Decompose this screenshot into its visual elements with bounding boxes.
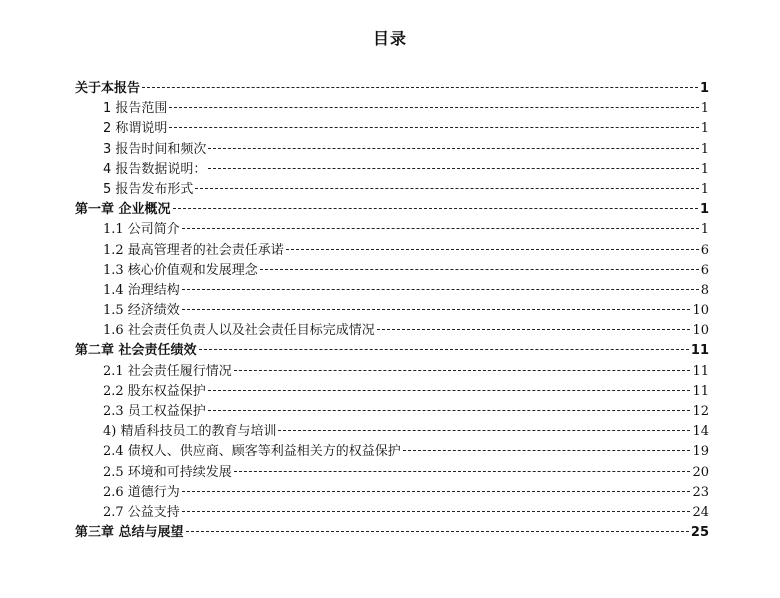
toc-page-number: 20 xyxy=(692,464,709,480)
toc-entry-scope[interactable] xyxy=(75,99,709,119)
toc-page-number: 1 xyxy=(700,181,709,197)
toc-entry-label: 1 报告范围 xyxy=(103,101,168,117)
toc-page-number: 1 xyxy=(700,121,709,137)
dot-leader xyxy=(199,349,689,350)
toc-entry-label: 1.2 最高管理者的社会责任承诺 xyxy=(103,242,284,258)
toc-page-number: 14 xyxy=(692,424,709,440)
toc-entry-chapter-1[interactable] xyxy=(75,200,709,220)
toc-entry-2-6[interactable] xyxy=(75,483,709,503)
toc-title: 目录 xyxy=(372,29,407,48)
toc-page-number: 1 xyxy=(700,101,709,117)
toc-page-number: 23 xyxy=(692,484,709,500)
toc-page-number: 6 xyxy=(700,262,709,278)
toc-entry-about-report[interactable] xyxy=(75,79,709,99)
dot-leader xyxy=(260,269,699,270)
toc-entry-label: 1.1 公司简介 xyxy=(103,222,180,238)
toc-entry-label: 3 报告时间和频次 xyxy=(103,141,207,157)
toc-entry-label: 2.3 员工权益保护 xyxy=(103,404,206,419)
toc-entry-2-7[interactable] xyxy=(75,503,709,523)
dot-leader xyxy=(169,107,698,108)
toc-page-number: 19 xyxy=(692,444,709,460)
toc-entry-2-5[interactable] xyxy=(75,463,709,483)
toc-entry-label: 1.5 经济绩效 xyxy=(103,303,180,319)
dot-leader xyxy=(208,148,698,149)
toc-page-number: 25 xyxy=(690,525,709,541)
toc-entry-label: 5 报告发布形式 xyxy=(103,181,194,197)
toc-page-number: 24 xyxy=(692,504,709,520)
toc-page-number: 1 xyxy=(699,202,709,218)
toc-entry-2-1[interactable] xyxy=(75,362,709,382)
dot-leader xyxy=(142,87,698,88)
toc-list xyxy=(75,79,709,543)
toc-entry-label: 2 称谓说明 xyxy=(103,121,168,137)
toc-entry-2-3[interactable] xyxy=(75,402,709,422)
dot-leader xyxy=(182,309,691,310)
toc-entry-label: 第一章 企业概况 xyxy=(75,202,171,218)
toc-entry-label: 2.6 道德行为 xyxy=(103,484,180,500)
toc-entry-1-2[interactable] xyxy=(75,241,709,261)
toc-entry-label: 关于本报告 xyxy=(75,81,141,96)
toc-entry-1-5[interactable] xyxy=(75,301,709,321)
toc-entry-period[interactable] xyxy=(75,140,709,160)
toc-entry-label: 1.4 治理结构 xyxy=(103,282,180,298)
toc-entry-label: 2.7 公益支持 xyxy=(103,504,180,520)
toc-entry-label: 第三章 总结与展望 xyxy=(75,525,184,541)
dot-leader xyxy=(208,390,691,391)
toc-entry-label: 2.4 债权人、供应商、顾客等利益相关方的权益保护 xyxy=(103,444,401,460)
toc-entry-chapter-3[interactable] xyxy=(75,523,709,543)
toc-entry-chapter-2[interactable] xyxy=(75,341,709,361)
dot-leader xyxy=(173,208,698,209)
dot-leader xyxy=(208,410,691,411)
toc-page-number: 1 xyxy=(699,81,709,96)
toc-entry-2-4[interactable] xyxy=(75,442,709,462)
dot-leader xyxy=(234,471,691,472)
toc-page-number: 12 xyxy=(692,404,709,419)
toc-page-number: 11 xyxy=(692,383,709,399)
dot-leader xyxy=(377,329,691,330)
dot-leader xyxy=(182,511,691,512)
dot-leader xyxy=(169,127,698,128)
dot-leader xyxy=(195,188,698,189)
toc-entry-1-4[interactable] xyxy=(75,281,709,301)
dot-leader xyxy=(286,249,699,250)
dot-leader xyxy=(278,430,690,431)
toc-page-number: 8 xyxy=(700,282,709,298)
toc-entry-1-3[interactable] xyxy=(75,261,709,281)
toc-page-number: 1 xyxy=(700,222,709,238)
dot-leader xyxy=(186,531,689,532)
dot-leader xyxy=(208,168,698,169)
dot-leader xyxy=(182,289,699,290)
toc-page-number: 10 xyxy=(692,303,709,319)
toc-entry-label: 1.6 社会责任负责人以及社会责任目标完成情况 xyxy=(103,323,375,339)
dot-leader xyxy=(182,491,691,492)
toc-entry-label: 第二章 社会责任绩效 xyxy=(75,343,197,359)
toc-entry-1-1[interactable] xyxy=(75,220,709,240)
toc-entry-label: 4 报告数据说明： xyxy=(103,161,207,177)
toc-entry-terms[interactable] xyxy=(75,119,709,139)
toc-page-number: 6 xyxy=(700,242,709,258)
toc-entry-label: 2.5 环境和可持续发展 xyxy=(103,464,232,480)
toc-entry-training[interactable] xyxy=(75,422,709,442)
dot-leader xyxy=(403,450,691,451)
toc-entry-label: 1.3 核心价值观和发展理念 xyxy=(103,262,258,278)
toc-entry-1-6[interactable] xyxy=(75,321,709,341)
toc-page-number: 11 xyxy=(692,363,709,379)
toc-page-number: 1 xyxy=(700,141,709,157)
dot-leader xyxy=(182,228,699,229)
toc-entry-publication[interactable] xyxy=(75,180,709,200)
dot-leader xyxy=(234,370,691,371)
toc-page-number: 1 xyxy=(700,161,709,177)
toc-entry-label: 2.2 股东权益保护 xyxy=(103,383,206,399)
toc-entry-label: 2.1 社会责任履行情况 xyxy=(103,363,232,379)
toc-entry-label: 4) 精盾科技员工的教育与培训 xyxy=(103,424,277,440)
toc-entry-data-notes[interactable] xyxy=(75,160,709,180)
toc-entry-2-2[interactable] xyxy=(75,382,709,402)
toc-page-number: 10 xyxy=(692,323,709,339)
toc-page-number: 11 xyxy=(690,343,709,359)
